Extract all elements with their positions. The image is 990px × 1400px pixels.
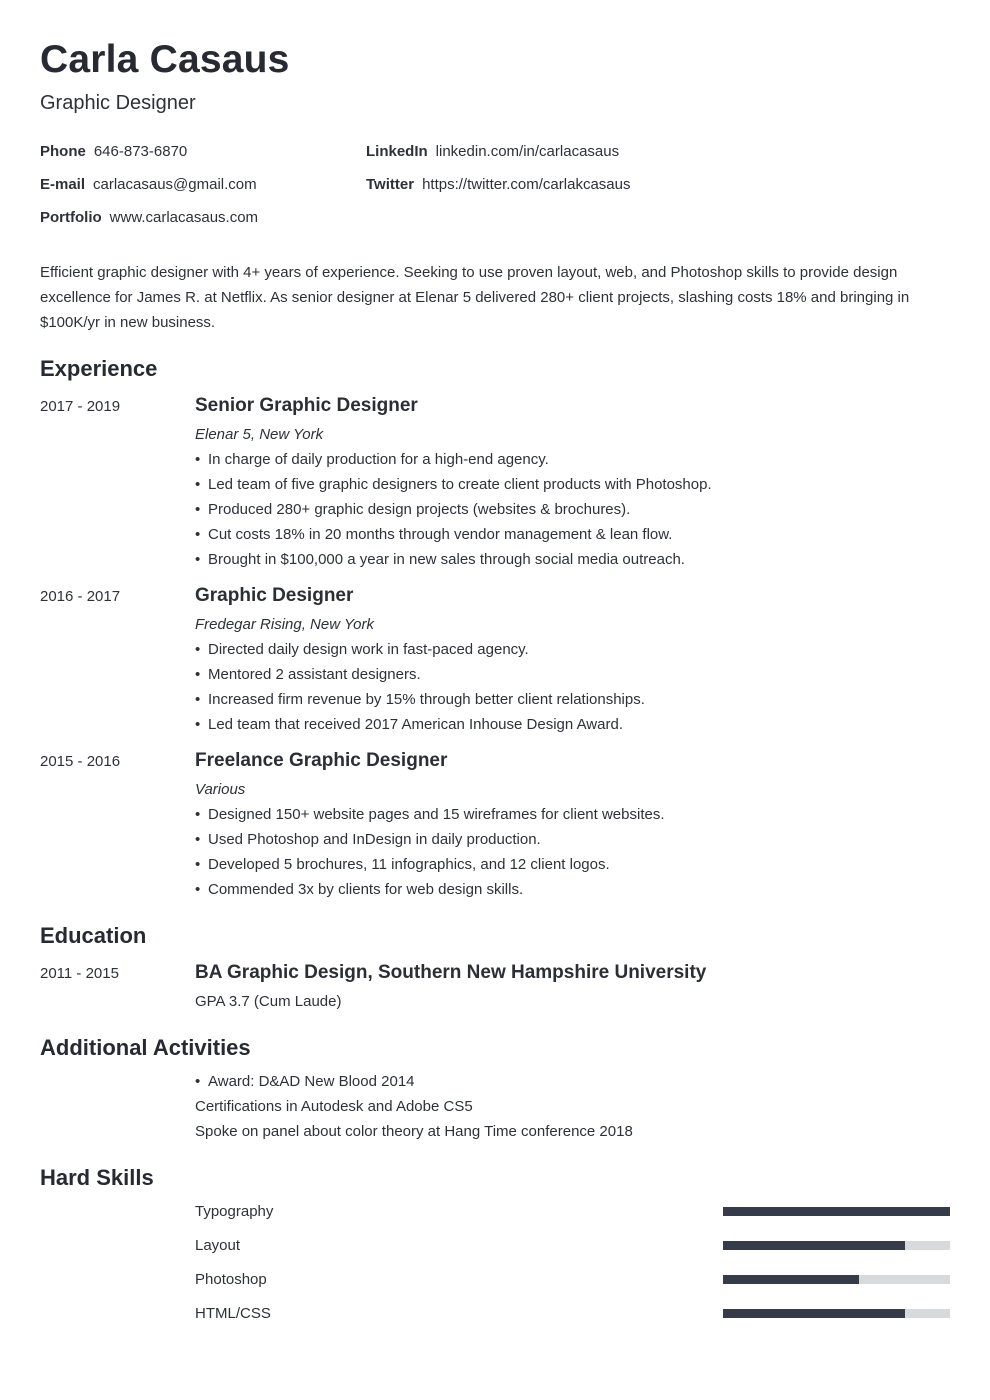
activities-line-2: Spoke on panel about color theory at Hang Time conference 2018 — [195, 1123, 633, 1140]
list-item: • Designed 150+ website pages and 15 wireframes for client websites. — [195, 806, 665, 823]
job-3-bullets — [195, 802, 935, 902]
activities-line-1: Certifications in Autodesk and Adobe CS5 — [195, 1098, 473, 1115]
skill-fill — [723, 1309, 905, 1318]
skill-bar-photoshop — [723, 1275, 950, 1284]
job-2-title: Graphic Designer — [195, 585, 354, 606]
education-detail: GPA 3.7 (Cum Laude) — [195, 993, 342, 1010]
list-item: • Used Photoshop and InDesign in daily production. — [195, 831, 541, 848]
activities-bullets — [195, 1069, 935, 1094]
portfolio-value: www.carlacasaus.com — [109, 209, 259, 226]
email-label: E-mail — [40, 176, 86, 193]
job-1-title: Senior Graphic Designer — [195, 395, 418, 416]
job-2-dates: 2016 - 2017 — [40, 588, 121, 605]
skill-label-photoshop: Photoshop — [195, 1271, 267, 1288]
list-item: • In charge of daily production for a high-end agency. — [195, 451, 549, 468]
job-3-title: Freelance Graphic Designer — [195, 750, 448, 771]
skill-label-typography: Typography — [195, 1203, 274, 1220]
job-1-dates: 2017 - 2019 — [40, 398, 121, 415]
candidate-name: Carla Casaus — [40, 38, 290, 81]
email-value: carlacasaus@gmail.com — [93, 176, 257, 193]
experience-heading: Experience — [40, 356, 158, 381]
list-item: • Increased firm revenue by 15% through better client relationships. — [195, 691, 645, 708]
skill-fill — [723, 1207, 950, 1216]
list-item: • Cut costs 18% in 20 months through vendor management & lean flow. — [195, 526, 673, 543]
contact-email — [40, 176, 257, 193]
contact-phone — [40, 143, 187, 160]
portfolio-label: Portfolio — [40, 209, 102, 226]
job-3-dates: 2015 - 2016 — [40, 753, 121, 770]
skill-label-layout: Layout — [195, 1237, 241, 1254]
education-heading: Education — [40, 923, 147, 948]
list-item: • Award: D&AD New Blood 2014 — [195, 1073, 415, 1090]
candidate-role: Graphic Designer — [40, 92, 196, 114]
activities-heading: Additional Activities — [40, 1035, 251, 1060]
list-item: • Directed daily design work in fast-paced agency. — [195, 641, 529, 658]
job-1-bullets — [195, 447, 935, 572]
skill-label-html-css: HTML/CSS — [195, 1305, 271, 1322]
job-1-company: Elenar 5, New York — [195, 426, 324, 443]
education-dates: 2011 - 2015 — [40, 965, 119, 982]
skill-bar-typography — [723, 1207, 950, 1216]
contact-linkedin — [366, 143, 619, 160]
twitter-value: https://twitter.com/carlakcasaus — [422, 176, 631, 193]
profile-summary: Efficient graphic designer with 4+ years of experience. Seeking to use proven layout, web, and Photoshop skills to provide design excellence for James R. at Netflix. As senior designer at Elenar 5 delivered 280+ client projects, slashing costs 18% and bringing in $100K/yr in new business. — [40, 264, 910, 331]
skill-bar-html-css — [723, 1309, 950, 1318]
twitter-label: Twitter — [366, 176, 415, 193]
education-degree: BA Graphic Design, Southern New Hampshire University — [195, 962, 707, 983]
list-item: • Produced 280+ graphic design projects (websites & brochures). — [195, 501, 631, 518]
list-item: • Led team of five graphic designers to create client products with Photoshop. — [195, 476, 712, 493]
list-item: • Mentored 2 assistant designers. — [195, 666, 421, 683]
list-item: • Developed 5 brochures, 11 infographics, and 12 client logos. — [195, 856, 610, 873]
job-2-bullets — [195, 637, 935, 737]
contact-twitter — [366, 176, 630, 193]
list-item: • Commended 3x by clients for web design skills. — [195, 881, 524, 898]
hard-skills-heading: Hard Skills — [40, 1165, 154, 1190]
phone-label: Phone — [40, 143, 86, 160]
contact-portfolio — [40, 209, 258, 226]
list-item: • Brought in $100,000 a year in new sales through social media outreach. — [195, 551, 685, 568]
linkedin-label: LinkedIn — [366, 143, 428, 160]
skill-fill — [723, 1275, 859, 1284]
skill-fill — [723, 1241, 905, 1250]
skill-bar-layout — [723, 1241, 950, 1250]
list-item: • Led team that received 2017 American Inhouse Design Award. — [195, 716, 623, 733]
linkedin-value: linkedin.com/in/carlacasaus — [435, 143, 620, 160]
phone-value: 646-873-6870 — [93, 143, 188, 160]
job-3-company: Various — [195, 781, 246, 798]
job-2-company: Fredegar Rising, New York — [195, 616, 374, 633]
